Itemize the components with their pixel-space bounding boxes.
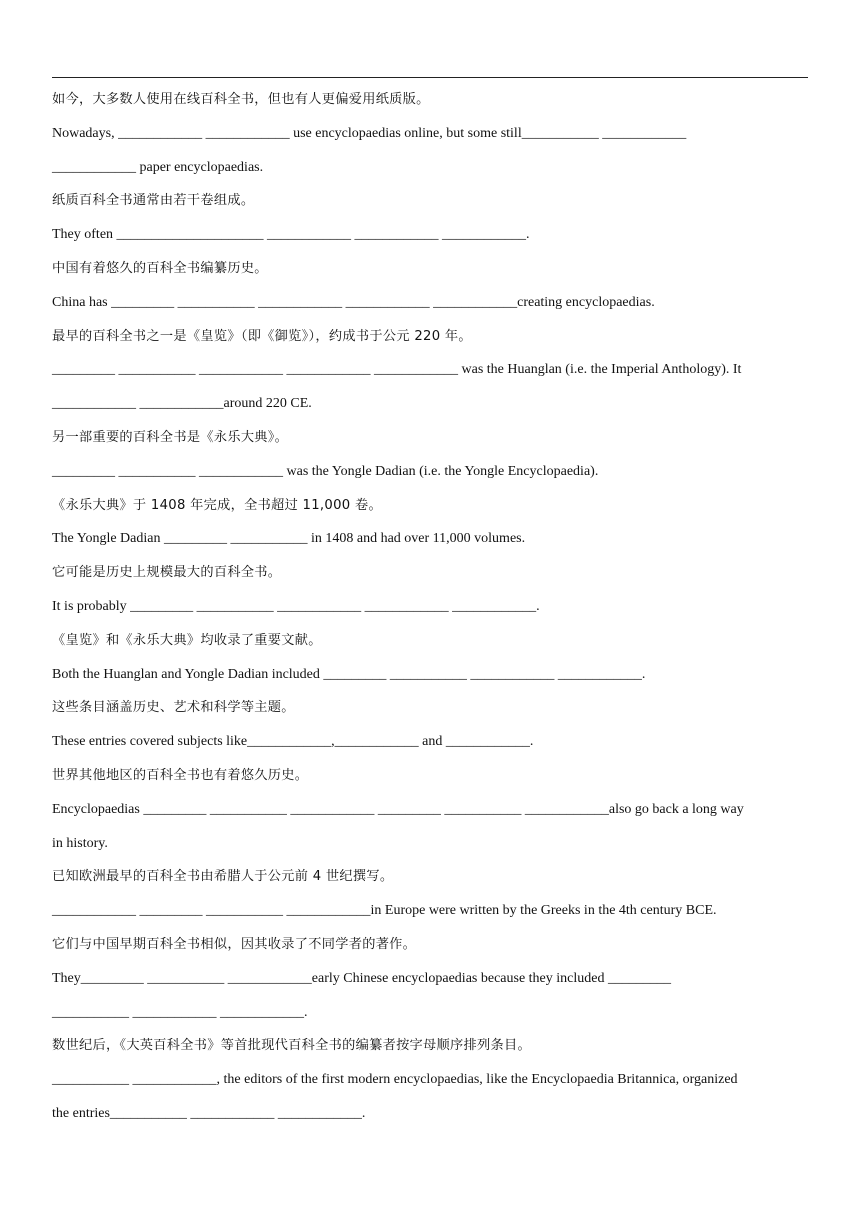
english-fill-blank-line: _________ ___________ ____________ was the Yongle Dadian (i.e. the Yongle Encyclopaedia). [52,463,599,479]
english-fill-blank-line: ____________ _________ ___________ ____________in Europe were written by the Greeks in the 4th century BCE. [52,903,717,919]
chinese-prompt-line: 纸质百科全书通常由若干卷组成。 [52,193,255,209]
chinese-prompt-line: 世界其他地区的百科全书也有着悠久历史。 [52,767,309,783]
english-fill-blank-line: the entries___________ ____________ ____________. [52,1105,366,1121]
chinese-prompt-line: 如今，大多数人使用在线百科全书，但也有人更偏爱用纸质版。 [52,92,430,107]
chinese-prompt-line: 最早的百科全书之一是《皇览》（即《御览》），约成书于公元 220 年。 [52,328,472,344]
english-fill-blank-line: The Yongle Dadian _________ ___________ in 1408 and had over 11,000 volumes. [52,531,526,547]
chinese-prompt-line: 它可能是历史上规模最大的百科全书。 [52,565,282,581]
english-fill-blank-line: They_________ ___________ ____________early Chinese encyclopaedias because they included _________ [52,970,671,986]
english-fill-blank-line: in history. [52,835,108,851]
chinese-prompt-line: 《皇览》和《永乐大典》均收录了重要文献。 [52,632,322,648]
english-fill-blank-line: ___________ ____________, the editors of the first modern encyclopaedias, like the Encyclopaedia Britannica, organized [52,1072,738,1088]
chinese-prompt-line: 已知欧洲最早的百科全书由希腊人于公元前 4 世纪撰写。 [52,869,394,885]
english-fill-blank-line: Both the Huanglan and Yongle Dadian included _________ ___________ ____________ ____________. [52,666,646,682]
chinese-prompt-line: 另一部重要的百科全书是《永乐大典》。 [52,429,289,445]
english-fill-blank-line: They often _____________________ ____________ ____________ ____________. [52,227,530,243]
english-fill-blank-line: It is probably _________ ___________ ____________ ____________ ____________. [52,598,540,614]
english-fill-blank-line: These entries covered subjects like____________,____________ and ____________. [52,734,534,750]
english-fill-blank-line: ___________ ____________ ____________. [52,1004,308,1020]
english-fill-blank-line: China has _________ ___________ ____________ ____________ ____________creating encyclopaedias. [52,294,655,310]
english-fill-blank-line: ____________ ____________around 220 CE. [52,396,312,412]
chinese-prompt-line: 数世纪后，《大英百科全书》等首批现代百科全书的编纂者按字母顺序排列条目。 [52,1038,531,1054]
exercise-lines [52,83,812,1131]
english-fill-blank-line: _________ ___________ ____________ ____________ ____________ was the Huanglan (i.e. the Imperial Anthology). It [52,362,742,378]
chinese-prompt-line: 中国有着悠久的百科全书编纂历史。 [52,260,268,276]
english-fill-blank-line: Nowadays, ____________ ____________ use encyclopaedias online, but some still___________ ____________ [52,125,687,141]
chinese-prompt-line: 这些条目涵盖历史、艺术和科学等主题。 [52,700,295,716]
header-rule [52,77,808,78]
english-fill-blank-line: ____________ paper encyclopaedias. [52,159,264,175]
english-fill-blank-line: Encyclopaedias _________ ___________ ____________ _________ ___________ ____________also go back a long way [52,801,744,817]
chinese-prompt-line: 它们与中国早期百科全书相似，因其收录了不同学者的著作。 [52,936,417,952]
chinese-prompt-line: 《永乐大典》于 1408 年完成，全书超过 11,000 卷。 [52,497,382,513]
